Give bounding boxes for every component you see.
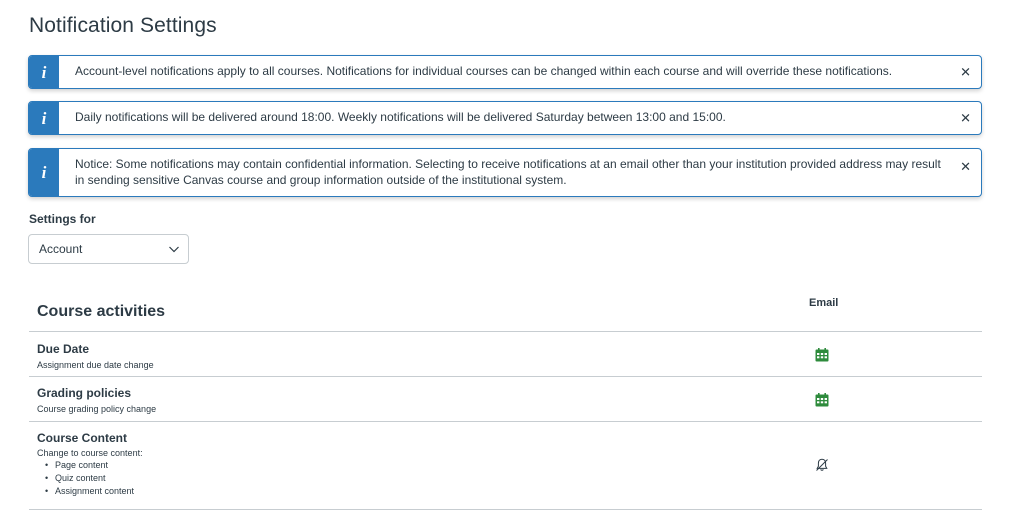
list-item: • Assignment content [45,485,134,498]
info-glyph: i [41,62,47,82]
alert-text: Daily notifications will be delivered around 18:00. Weekly notifications will be delivered Saturday between 13:00 and 15:00. [75,110,726,125]
info-icon [29,56,59,88]
settings-for-selected-value: Account [39,242,83,256]
row-title: Due Date [37,342,90,356]
bell-off-icon[interactable] [815,458,829,472]
row-description: Assignment due date change [37,360,154,370]
row-title: Course Content [37,431,127,445]
row-description: Change to course content: [37,448,143,458]
row-title: Grading policies [37,386,132,400]
info-glyph: i [41,163,47,182]
calendar-daily-icon[interactable] [815,348,829,362]
settings-for-label: Settings for [29,212,96,226]
row-sublist [45,459,134,498]
alert-confidential-notice [28,148,982,197]
list-item: • Page content [45,459,134,472]
page-title: Notification Settings [29,14,217,37]
close-icon[interactable]: ✕ [960,110,971,126]
settings-for-select[interactable] [28,234,189,264]
alert-delivery-times [28,101,982,135]
alert-text: Notice: Some notifications may contain confidential information. Selecting to receive notifications at an email other than your institution provided address may result in sending sensitive Canvas course and group information outside of the institutional system. [75,157,941,187]
info-glyph: i [41,108,47,128]
info-icon [29,102,59,134]
close-icon[interactable]: ✕ [960,159,971,174]
alert-text: Account-level notifications apply to all courses. Notifications for individual courses can be changed within each course and will override these notifications. [75,64,893,79]
chevron-down-icon [168,243,180,255]
info-icon [29,149,59,196]
list-item: • Quiz content [45,472,134,485]
table-row [29,332,982,377]
notification-table [29,290,982,510]
alert-account-level [28,55,982,89]
calendar-daily-icon[interactable] [815,393,829,407]
column-header-email: Email [809,297,839,309]
section-title: Course activities [37,303,166,320]
row-description: Course grading policy change [37,404,157,414]
table-row [29,422,982,510]
table-header [29,290,982,332]
close-icon[interactable]: ✕ [960,64,971,80]
table-row [29,377,982,422]
